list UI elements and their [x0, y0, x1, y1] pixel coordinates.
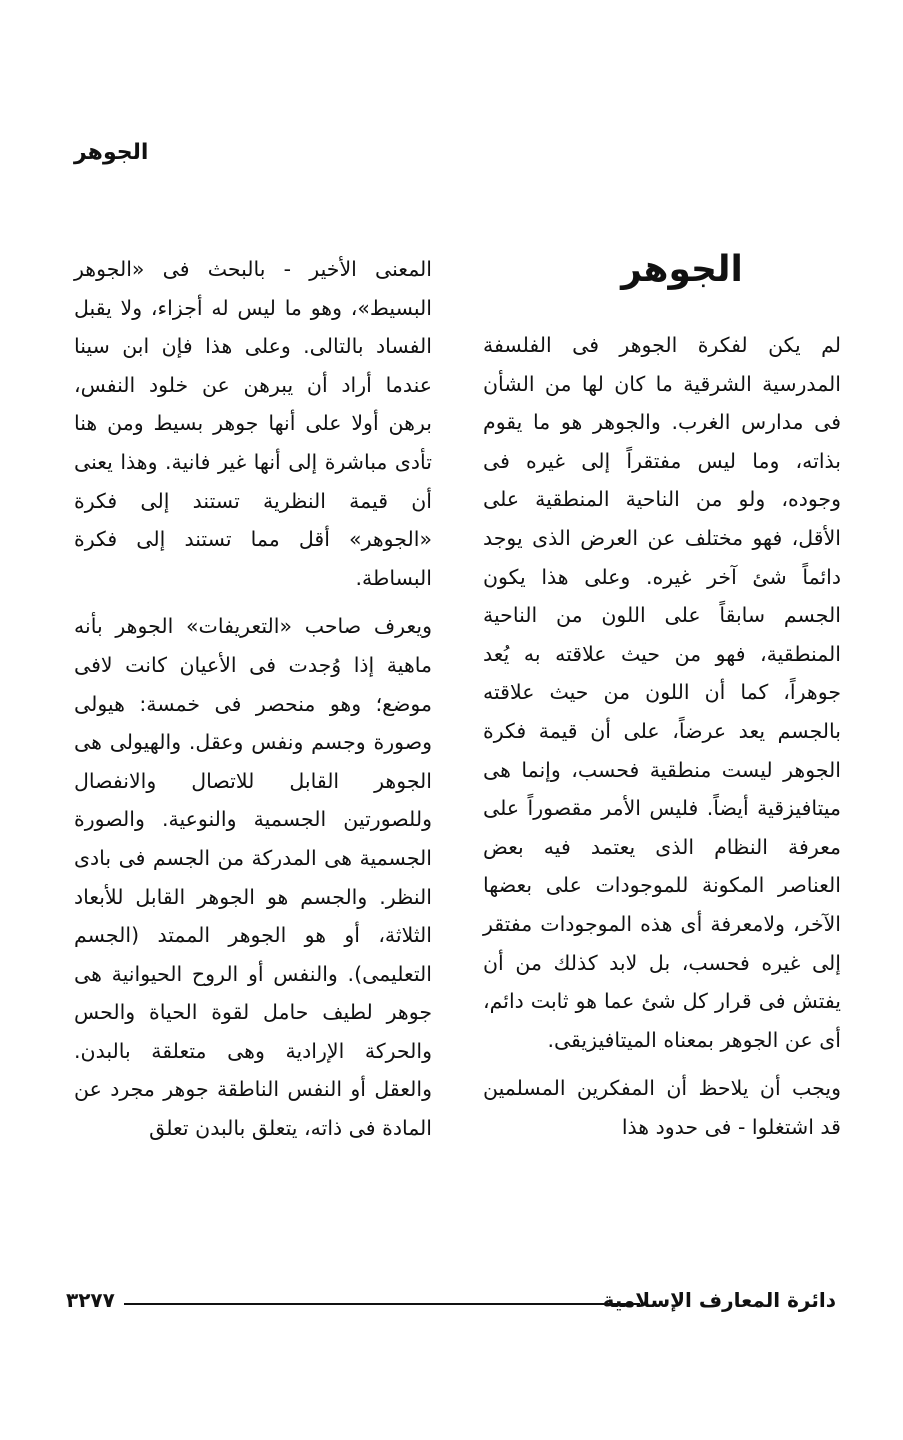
paragraph: ويعرف صاحب «التعريفات» الجوهر بأنه ماهية إذا وُجدت فى الأعيان كانت لافى موضع؛ وهو منحصر فى خمسة: هيولى وصورة وجسم ونفس وعقل. والهيولى هى الجوهر القابل للاتصال والانفصال وللصورتين الجسمية والنوعية. والصورة الجسمية هى المدركة من الجسم فى بادى النظر. والجسم هو الجوهر القابل للأبعاد الثلاثة، أو هو الجوهر الممتد (الجسم التعليمى). والنفس أو الروح الحيوانية هى جوهر لطيف حامل لقوة الحياة والحس والحركة الإرادية وهى متعلقة بالبدن. والعقل أو النفس الناطقة جوهر مجرد عن المادة فى ذاته، يتعلق بالبدن تعلق [74, 614, 432, 1141]
left-column [74, 250, 432, 1148]
page-footer [66, 1288, 836, 1318]
paragraph: ويجب أن يلاحظ أن المفكرين المسلمين قد اشتغلوا - فى حدود هذا [483, 1076, 841, 1139]
page-number: ٣٢٧٧ [66, 1288, 115, 1312]
running-head: الجوهر [74, 140, 149, 165]
paragraph: المعنى الأخير - بالبحث فى «الجوهر البسيط»، وهو ما ليس له أجزاء، ولا يقبل الفساد بالتالى. وعلى هذا فإن ابن سينا عندما أراد أن يبرهن عن خلود النفس، برهن أولا على أنها جوهر بسيط ومن هنا تأدى مباشرة إلى أنها غير فانية. وهذا يعنى أن قيمة النظرية تستند إلى فكرة «الجوهر» أقل مما تستند إلى فكرة البساطة. [74, 257, 432, 590]
series-name: دائرة المعارف الإسلامية [602, 1288, 836, 1312]
right-column [483, 240, 841, 1146]
article-title: الجوهر [621, 249, 743, 290]
footer-rule [124, 1303, 640, 1305]
paragraph: لم يكن لفكرة الجوهر فى الفلسفة المدرسية الشرقية ما كان لها من الشأن فى مدارس الغرب. والجوهر هو ما يقوم بذاته، وما ليس مفتقراً إلى غيره فى وجوده، ولو من الناحية المنطقية على الأقل، فهو مختلف عن العرض الذى يوجد دائماً شئ آخر غيره. وعلى هذا يكون الجسم سابقاً على اللون من الناحية المنطقية، فهو من حيث علاقته به يُعد جوهراً، كما أن اللون من حيث علاقته بالجسم يعد عرضاً، على أن قيمة فكرة الجوهر ليست منطقية فحسب، وإنما هى ميتافيزقية أيضاً. فليس الأمر مقصوراً على معرفة النظام الذى يعتمد فيه بعض العناصر المكونة للموجودات على بعضها الآخر، ولامعرفة أى هذه الموجودات مفتقر إلى غيره فحسب، بل لابد كذلك من أن يفتش فى قرار كل شئ عما هو ثابت دائم، أى عن الجوهر بمعناه الميتافيزيقى. [483, 333, 841, 1052]
